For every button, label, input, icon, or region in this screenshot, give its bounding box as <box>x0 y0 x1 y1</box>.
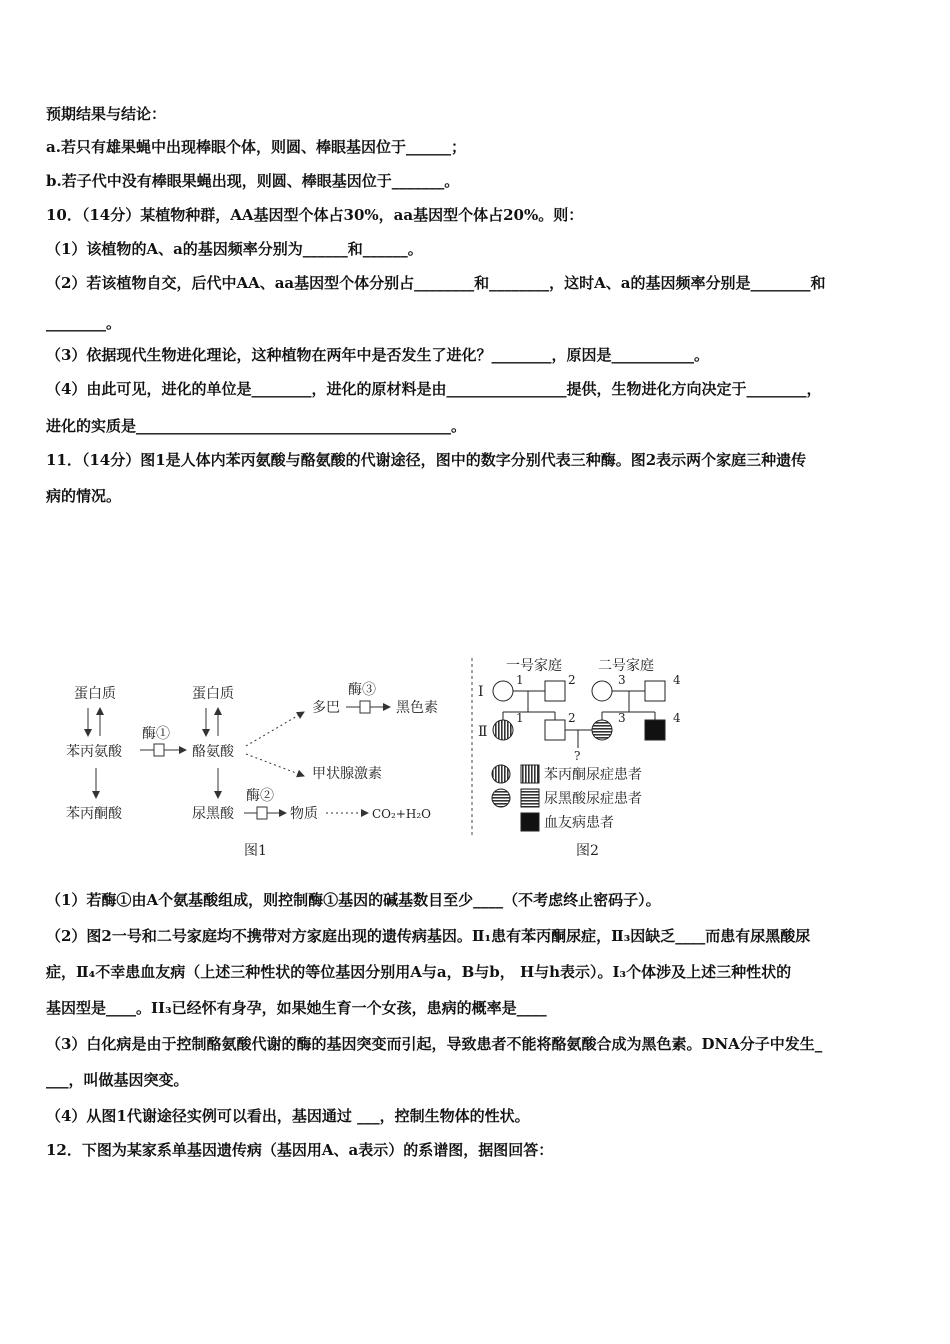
protein-right: 蛋白质 <box>192 686 234 702</box>
family2-II3-affected <box>592 720 612 740</box>
svg-text:3: 3 <box>618 673 626 687</box>
q11-part4: （4）从图1代谢途径实例可以看出，基因通过 ___，控制生物体的性状。 <box>46 1107 530 1125</box>
line-b: b.若子代中没有棒眼果蝇出现，则圆、棒眼基因位于_______。 <box>46 172 460 190</box>
line-heading-results: 预期结果与结论： <box>46 105 167 123</box>
generation-II-label: Ⅱ <box>478 724 488 740</box>
svg-text:1: 1 <box>516 673 524 687</box>
line-a: a.若只有雄果蝇中出现棒眼个体，则圆、棒眼基因位于______； <box>46 138 466 156</box>
q10-stem: 10．（14分）某植物种群，AA基因型个体占30%，aa基因型个体占20%。则： <box>46 206 584 224</box>
family1-II1-affected <box>493 720 513 740</box>
unknown-offspring: ? <box>574 749 581 763</box>
svg-text:2: 2 <box>568 711 576 725</box>
q10-part4-cont: 进化的实质是__________________________________________。 <box>46 417 467 435</box>
family1-label: 一号家庭 <box>506 658 562 674</box>
legend-hemophilia: 血友病患者 <box>544 815 614 831</box>
thyroxine-label: 甲状腺激素 <box>312 766 382 782</box>
q10-part2: （2）若该植物自交，后代中AA、aa基因型个体分别占________和________，这时A、a的基因频率分别是________和 <box>46 274 826 292</box>
figure2-pedigree <box>478 658 681 859</box>
phenylalanine-label: 苯丙氨酸 <box>66 744 122 760</box>
q11-part3: （3）白化病是由于控制酪氨酸代谢的酶的基因突变而引起，导致患者不能将酪氨酸合成为黑色素。DNA分子中发生_ <box>46 1035 823 1053</box>
enzyme2-label: 酶② <box>246 788 274 804</box>
svg-text:3: 3 <box>618 711 626 725</box>
family2-label: 二号家庭 <box>598 658 654 674</box>
homogentisic-label: 尿黑酸 <box>192 806 234 822</box>
enzyme1-label: 酶① <box>142 726 170 742</box>
co2-h2o-label: CO₂+H₂O <box>372 807 431 821</box>
svg-text:4: 4 <box>673 711 681 725</box>
dopa-label: 多巴 <box>312 700 340 716</box>
q11-stem-cont: 病的情况。 <box>46 487 122 505</box>
q12-stem: 12．下图为某家系单基因遗传病（基因用A、a表示）的系谱图，据图回答： <box>46 1141 554 1159</box>
q10-part1: （1）该植物的A、a的基因频率分别为______和______。 <box>46 240 423 258</box>
q10-part3: （3）依据现代生物进化理论，这种植物在两年中是否发生了进化？________，原因是___________。 <box>46 346 709 364</box>
figure1-caption: 图1 <box>244 843 267 859</box>
melanin-label: 黑色素 <box>396 700 438 716</box>
q11-stem: 11．（14分）图1是人体内苯丙氨酸与酪氨酸的代谢途径，图中的数字分别代表三种酶。图2表示两个家庭三种遗传 <box>46 451 807 469</box>
legend-alkaptonuria: 尿黑酸尿症患者 <box>544 791 642 807</box>
figures <box>0 650 950 870</box>
q10-part4: （4）由此可见，进化的单位是________，进化的原材料是由________________提供，生物进化方向决定于________， <box>46 380 822 398</box>
svg-text:4: 4 <box>673 673 681 687</box>
generation-I-label: Ⅰ <box>478 684 484 700</box>
enzyme3-label: 酶③ <box>348 682 376 698</box>
q11-part2: （2）图2一号和二号家庭均不携带对方家庭出现的遗传病基因。Ⅱ₁患有苯丙酮尿症，Ⅱ₃因缺乏____而患有尿黑酸尿 <box>46 927 811 945</box>
legend-pku: 苯丙酮尿症患者 <box>544 767 642 783</box>
q10-part2-cont: ________。 <box>46 314 122 332</box>
q11-part2-cont2: 基因型是____。II₃已经怀有身孕，如果她生育一个女孩，患病的概率是____ <box>46 999 547 1017</box>
figure2-caption: 图2 <box>576 843 599 859</box>
protein-left: 蛋白质 <box>74 686 116 702</box>
svg-text:1: 1 <box>516 711 524 725</box>
family2-II4-affected <box>645 720 665 740</box>
svg-text:2: 2 <box>568 673 576 687</box>
phenylpyruvic-label: 苯丙酮酸 <box>66 806 122 822</box>
q11-part1: （1）若酶①由A个氨基酸组成，则控制酶①基因的碱基数目至少____（不考虑终止密码子）。 <box>46 891 661 909</box>
q11-part2-cont1: 症，Ⅱ₄不幸患血友病（上述三种性状的等位基因分别用A与a，B与b， H与h表示）。I₃个体涉及上述三种性状的 <box>46 963 792 981</box>
substance-label: 物质 <box>290 806 318 822</box>
figure1-pathway <box>66 682 438 859</box>
tyrosine-label: 酪氨酸 <box>192 744 234 760</box>
q11-part3-cont: ___，叫做基因突变。 <box>46 1071 189 1089</box>
